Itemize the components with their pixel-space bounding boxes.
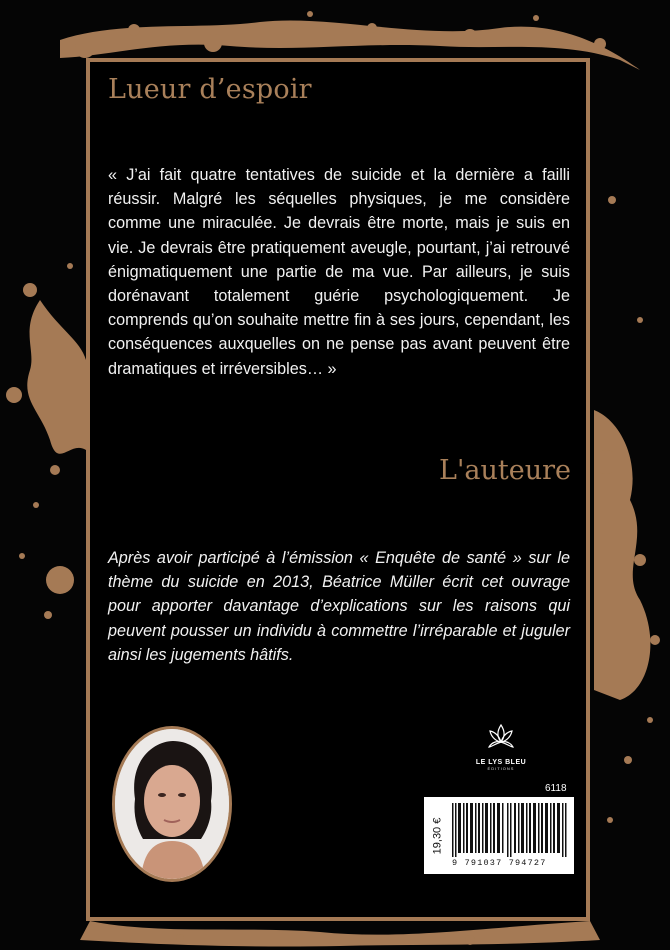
author-heading: L'auteure (439, 455, 571, 486)
isbn-digits: 9 791037 794727 (452, 858, 547, 868)
barcode-panel (424, 797, 574, 874)
price-label-wrapper (427, 797, 447, 874)
isbn-barcode (452, 803, 570, 857)
price-label: 19,30 € (431, 817, 444, 854)
author-bio: Après avoir participé à l’émission « Enquête de santé » sur le thème du suicide en 2013, Béatrice Müller écrit cet ouvrage pour apporter davantage d’explications sur les raisons qui peuvent pousser un individu à commettre l’irréparable et juguler ainsi les jugements hâtifs. (108, 549, 570, 664)
publisher-logo (470, 722, 532, 771)
author-portrait (112, 726, 232, 882)
publisher-name: LE LYS BLEU (475, 759, 527, 766)
publisher-subtitle: ÉDITIONS (487, 766, 515, 771)
lotus-flower-icon (486, 722, 516, 752)
book-code: 6118 (545, 783, 567, 794)
author-photo (115, 729, 229, 879)
book-title: Lueur d’espoir (108, 74, 312, 105)
back-cover-quote: « J’ai fait quatre tentatives de suicide et la dernière a failli réussir. Malgré les séquelles physiques, je me considère comme une miraculée. Je devrais être morte, mais je suis en vie. Je devrais être pratiquement aveugle, pourtant, j’ai retrouvé énigmatiquement une partie de ma vue. Par ailleurs, je suis dorénavant totalement guérie psychologiquement. Je comprends qu’on souhaite mettre fin à ses jours, cependant, les conséquences auxquelles on ne pense pas avant peuvent être dramatiques et irréversibles… » (108, 166, 570, 378)
